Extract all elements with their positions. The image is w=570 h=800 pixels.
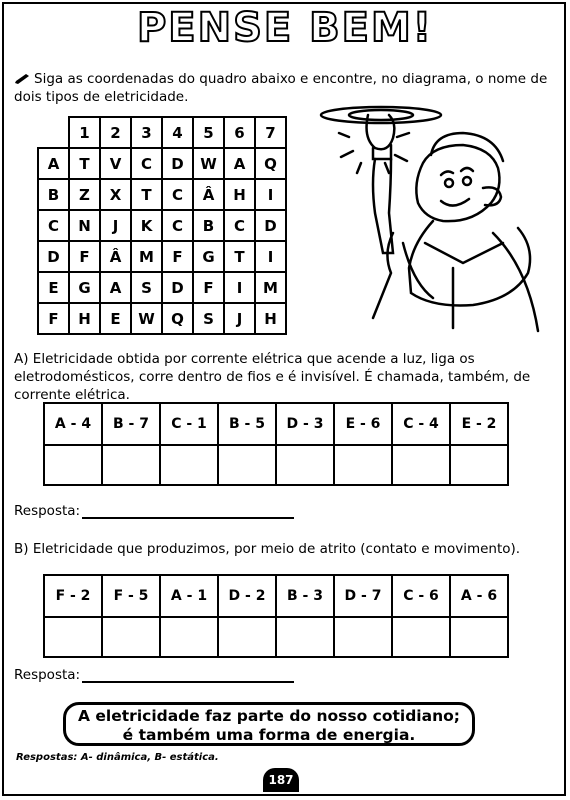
grid-cell: F [193,272,224,303]
grid-cell: C [162,210,193,241]
grid-cell: V [100,148,131,179]
grid-cell: I [224,272,255,303]
grid-row-header: F [38,303,69,334]
grid-cell: H [69,303,100,334]
question-b-text: B) Eletricidade que produzimos, por meio de atrito (contato e movimento). [14,541,521,557]
answer-letter-box[interactable] [218,617,276,657]
grid-cell: I [255,179,286,210]
code-cell: B - 5 [218,403,276,445]
question-a-text: A) Eletricidade obtida por corrente elétrica que acende a luz, liga os eletrodomésticos, corre dentro de fios e é invisível. É chamada, também, de corrente elétrica. [14,351,531,403]
grid-cell: D [162,148,193,179]
grid-cell: S [131,272,162,303]
question-b-code-table [43,574,509,658]
answer-letter-box[interactable] [160,617,218,657]
question-b-answer [14,667,294,683]
code-cell: C - 4 [392,403,450,445]
grid-row [38,148,286,179]
page-number: 187 [263,768,299,792]
code-cell: D - 7 [334,575,392,617]
code-cell: F - 5 [102,575,160,617]
code-cell: D - 2 [218,575,276,617]
instruction-body: Siga as coordenadas do quadro abaixo e encontre, no diagrama, o nome de dois tipos de eletricidade. [14,71,548,105]
grid-cell: T [224,241,255,272]
grid-row [38,179,286,210]
energy-callout-box [63,702,475,746]
grid-cell: C [224,210,255,241]
grid-cell: Â [100,241,131,272]
grid-column-header: 1 [69,117,100,148]
answer-letter-box[interactable] [276,445,334,485]
grid-cell: A [100,272,131,303]
grid-cell: Z [69,179,100,210]
grid-cell: E [100,303,131,334]
grid-cell: M [131,241,162,272]
callout-line-1: A eletricidade faz parte do nosso cotidiano; [78,707,460,725]
grid-row [38,303,286,334]
grid-row-header: E [38,272,69,303]
boy-holding-lightbulb-illustration [313,93,553,335]
code-cell: C - 1 [160,403,218,445]
grid-column-header: 3 [131,117,162,148]
grid-cell: T [131,179,162,210]
letter-grid [37,116,287,335]
grid-column-header: 5 [193,117,224,148]
grid-cell: K [131,210,162,241]
grid-row-header: C [38,210,69,241]
grid-cell: W [131,303,162,334]
code-cell: B - 7 [102,403,160,445]
grid-cell: J [224,303,255,334]
grid-cell: Â [193,179,224,210]
code-cell: A - 1 [160,575,218,617]
grid-cell: D [255,210,286,241]
grid-column-header: 4 [162,117,193,148]
grid-cell: Q [255,148,286,179]
callout-line-2: é também uma forma de energia. [122,726,416,744]
grid-cell: Q [162,303,193,334]
grid-column-header: 6 [224,117,255,148]
code-cell: E - 2 [450,403,508,445]
grid-cell: B [193,210,224,241]
answers-note: Respostas: A- dinâmica, B- estática. [16,752,219,763]
answer-letter-box[interactable] [334,445,392,485]
answer-letter-box[interactable] [102,445,160,485]
answer-letter-box[interactable] [44,445,102,485]
answer-letter-box[interactable] [218,445,276,485]
grid-cell: F [162,241,193,272]
answer-letter-box[interactable] [44,617,102,657]
grid-row [38,241,286,272]
answer-label: Resposta: [14,667,81,683]
answer-letter-box[interactable] [334,617,392,657]
answer-letter-box[interactable] [160,445,218,485]
code-cell: A - 6 [450,575,508,617]
pencil-icon [14,73,30,85]
grid-cell: I [255,241,286,272]
grid-row-header: B [38,179,69,210]
question-a-code-table [43,402,509,486]
grid-row-header: A [38,148,69,179]
grid-cell: C [131,148,162,179]
grid-cell: D [162,272,193,303]
code-cell: D - 3 [276,403,334,445]
question-a-answer [14,503,294,519]
grid-cell: G [193,241,224,272]
grid-cell: N [69,210,100,241]
grid-row-header: D [38,241,69,272]
grid-cell: H [255,303,286,334]
grid-cell: F [69,241,100,272]
grid-cell: A [224,148,255,179]
answer-line-b[interactable] [82,669,294,683]
grid-row [38,210,286,241]
code-cell: A - 4 [44,403,102,445]
grid-column-header: 7 [255,117,286,148]
answer-letter-box[interactable] [450,445,508,485]
grid-cell: C [162,179,193,210]
answer-letter-box[interactable] [276,617,334,657]
code-cell: C - 6 [392,575,450,617]
answer-letter-box[interactable] [392,617,450,657]
grid-column-header: 2 [100,117,131,148]
grid-cell: G [69,272,100,303]
answer-letter-box[interactable] [102,617,160,657]
code-cell: B - 3 [276,575,334,617]
grid-cell: T [69,148,100,179]
code-cell: F - 2 [44,575,102,617]
page-title: PENSE BEM! [136,5,434,51]
grid-cell: J [100,210,131,241]
answer-letter-box[interactable] [450,617,508,657]
grid-cell: X [100,179,131,210]
grid-row [38,272,286,303]
grid-cell: S [193,303,224,334]
answer-letter-box[interactable] [392,445,450,485]
answer-line-a[interactable] [82,505,294,519]
grid-cell: W [193,148,224,179]
grid-cell: H [224,179,255,210]
grid-cell: M [255,272,286,303]
code-cell: E - 6 [334,403,392,445]
grid-corner [38,117,69,148]
answer-label: Resposta: [14,503,81,519]
